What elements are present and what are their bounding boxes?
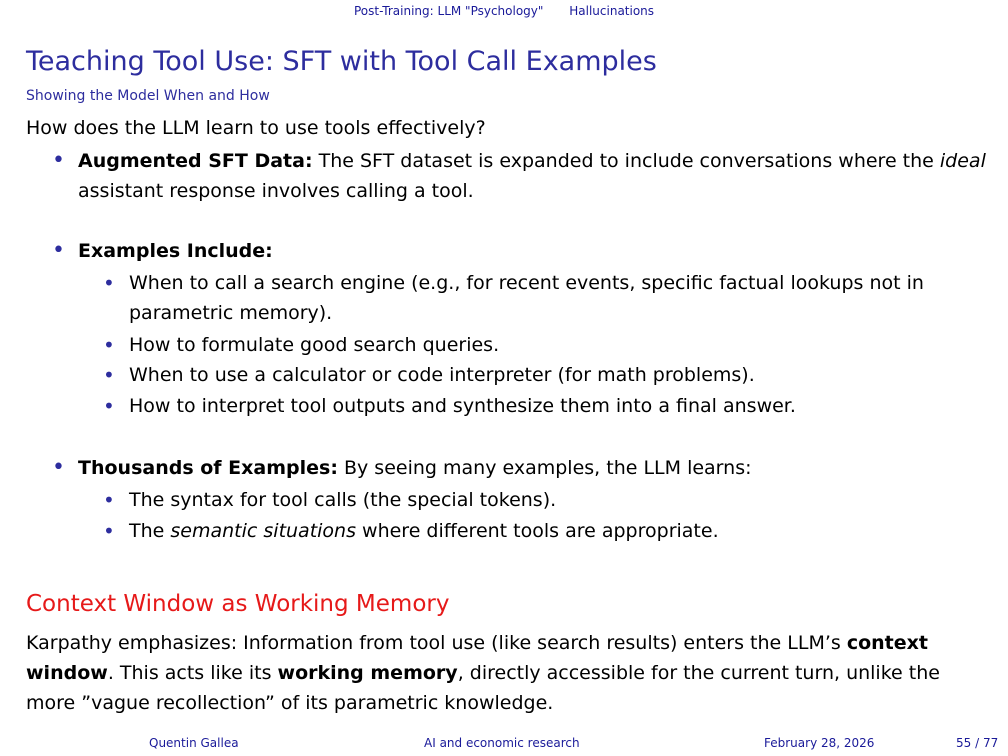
footer-page-number: 55 / 77: [956, 736, 999, 750]
slide-title: Teaching Tool Use: SFT with Tool Call Examples: [26, 46, 657, 77]
sub-bullet-text: How to interpret tool outputs and synthesize them into a final answer.: [129, 395, 796, 417]
bullet-dot-icon: •: [103, 394, 115, 418]
bullet-label: Thousands of Examples:: [78, 457, 338, 479]
bullet-dot-icon: •: [103, 488, 115, 512]
sub-bullet-text: The syntax for tool calls (the special tokens).: [129, 489, 557, 511]
sub-bullet-text: When to use a calculator or code interpreter (for math problems).: [129, 364, 755, 386]
closing-bold: working memory: [277, 662, 458, 684]
nav-subsection[interactable]: Hallucinations: [569, 4, 655, 18]
bullet-emphasis: ideal: [939, 150, 986, 172]
sub-bullet-emphasis: semantic situations: [170, 520, 356, 542]
bullet-text: assistant response involves calling a tool.: [78, 180, 474, 202]
sub-bullet-item: [103, 330, 988, 360]
closing-text: , directly accessible for the current turn, unlike the more ”vague recollection” of its parametric knowledge.: [26, 662, 940, 714]
bullet-label: Examples Include:: [78, 240, 273, 262]
bullet-dot-icon: •: [52, 238, 65, 263]
closing-text: . This acts like its: [107, 662, 278, 684]
closing-text: Karpathy emphasizes: Information from tool use (like search results) enters the LLM’s: [26, 632, 847, 654]
sub-bullet-item: [103, 360, 988, 390]
bullet-dot-icon: •: [103, 333, 115, 357]
sub-bullet-text: The: [129, 520, 171, 542]
intro-text: How does the LLM learn to use tools effectively?: [26, 117, 486, 139]
slide-subtitle: Showing the Model When and How: [26, 88, 270, 104]
bullet-dot-icon: •: [103, 519, 115, 543]
sub-bullet-item: [103, 516, 988, 546]
bullet-dot-icon: •: [52, 455, 65, 480]
bullet-text: By seeing many examples, the LLM learns:: [337, 457, 752, 479]
footer-course: AI and economic research: [424, 736, 580, 750]
sub-bullet-item: [103, 485, 988, 515]
bullet-dot-icon: •: [52, 148, 65, 173]
sub-bullet-text: How to formulate good search queries.: [129, 334, 500, 356]
sub-bullet-text: where different tools are appropriate.: [356, 520, 719, 542]
bullet-dot-icon: •: [103, 363, 115, 387]
footer-author: Quentin Gallea: [149, 736, 239, 750]
context-window-heading: Context Window as Working Memory: [26, 591, 450, 617]
footer-date: February 28, 2026: [764, 736, 875, 750]
bullet-examples-include: [52, 236, 992, 266]
closing-paragraph: [26, 628, 988, 718]
header-navigation: [0, 4, 1008, 18]
bullet-dot-icon: •: [103, 271, 115, 295]
bullet-augmented-sft: [52, 146, 992, 206]
sub-bullet-text: When to call a search engine (e.g., for recent events, specific factual lookups not in parametric memory).: [129, 272, 924, 324]
sub-bullet-item: [103, 391, 988, 421]
bullet-text: The SFT dataset is expanded to include conversations where the: [312, 150, 940, 172]
nav-section[interactable]: Post-Training: LLM "Psychology": [353, 4, 544, 18]
bullet-label: Augmented SFT Data:: [78, 150, 313, 172]
closing-bold: context window: [26, 632, 928, 684]
sub-bullet-item: [103, 268, 988, 328]
bullet-thousands-of-examples: [52, 453, 992, 483]
